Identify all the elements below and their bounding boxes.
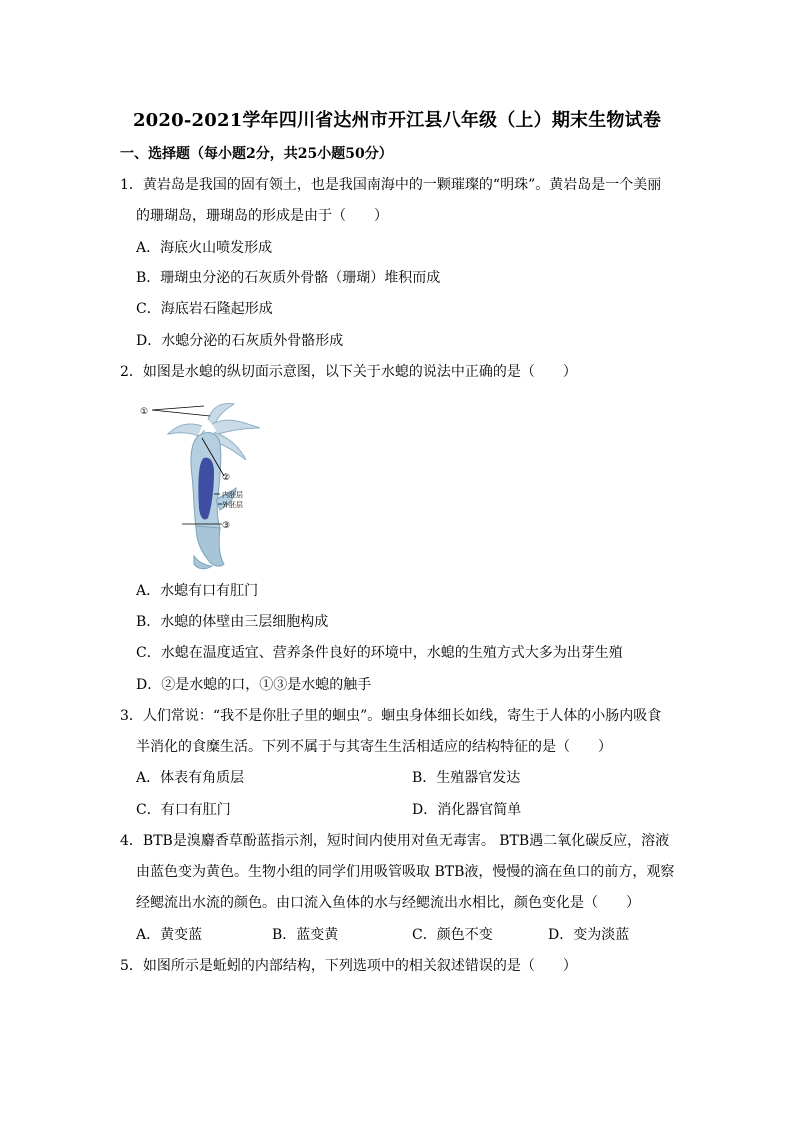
- q4-option-d: D．变为淡蓝: [548, 927, 630, 943]
- q1-stem-line1: 1．黄岩岛是我国的固有领土，也是我国南海中的一颗璀璨的“明珠”。黄岩岛是一个美丽: [120, 177, 662, 193]
- label-inner-layer: 内胚层: [222, 491, 243, 499]
- q1-option-c: C．海底岩石隆起形成: [136, 301, 273, 317]
- q3-option-a: A．体表有角质层: [136, 770, 245, 786]
- q1-option-d: D．水螅分泌的石灰质外骨骼形成: [136, 333, 344, 349]
- q3-stem-line1: 3．人们常说：“我不是你肚子里的蛔虫”。蛔虫身体细长如线，寄生于人体的小肠内吸食: [120, 708, 662, 724]
- hydra-illustration: [136, 396, 266, 576]
- q2-option-c: C．水螅在温度适宜、营养条件良好的环境中，水螅的生殖方式大多为出芽生殖: [136, 645, 623, 661]
- q1-option-b: B．珊瑚虫分泌的石灰质外骨骼（珊瑚）堆积而成: [136, 270, 441, 286]
- q3-option-c: C．有口有肛门: [136, 802, 231, 818]
- q2-option-d: D．②是水螅的口，①③是水螅的触手: [136, 677, 372, 693]
- q4-option-a: A．黄变蓝: [136, 927, 203, 943]
- q4-stem-line1: 4．BTB是溴麝香草酚蓝指示剂，短时间内使用对鱼无毒害。 BTB遇二氧化碳反应，溶液: [120, 833, 670, 849]
- q4-stem-line2: 由蓝色变为黄色。生物小组的同学们用吸管吸取 BTB液，慢慢的滴在鱼口的前方，观察: [136, 864, 675, 880]
- q3-stem-line2: 半消化的食糜生活。下列不属于与其寄生生活相适应的结构特征的是（ ）: [136, 739, 612, 755]
- q2-option-a: A．水螅有口有肛门: [136, 583, 259, 599]
- q3-option-d: D．消化器官简单: [412, 802, 522, 818]
- q5-stem-line1: 5．如图所示是蚯蚓的内部结构，下列选项中的相关叙述错误的是（ ）: [120, 958, 577, 974]
- hydra-diagram: [136, 396, 266, 576]
- q4-stem-line3: 经鳃流出水流的颜色。由口流入鱼体的水与经鳃流出水相比，颜色变化是（ ）: [136, 895, 640, 911]
- q1-option-a: A．海底火山喷发形成: [136, 240, 273, 256]
- q2-stem-line1: 2．如图是水螅的纵切面示意图，以下关于水螅的说法中正确的是（ ）: [120, 364, 577, 380]
- q4-option-c: C．颜色不变: [412, 927, 493, 943]
- label-outer-layer: 外胚层: [222, 501, 243, 509]
- label-3: ③: [222, 521, 231, 531]
- q3-option-b: B．生殖器官发达: [412, 770, 521, 786]
- q4-option-b: B．蓝变黄: [272, 927, 339, 943]
- label-2: ②: [222, 473, 231, 483]
- label-1: ①: [140, 407, 149, 417]
- q1-stem-line2: 的珊瑚岛，珊瑚岛的形成是由于（ ）: [136, 208, 388, 224]
- page-title: 2020-2021学年四川省达州市开江县八年级（上）期末生物试卷: [132, 110, 662, 131]
- section-header: 一、选择题（每小题2分，共25小题50分）: [120, 146, 393, 162]
- q2-option-b: B．水螅的体壁由三层细胞构成: [136, 614, 329, 630]
